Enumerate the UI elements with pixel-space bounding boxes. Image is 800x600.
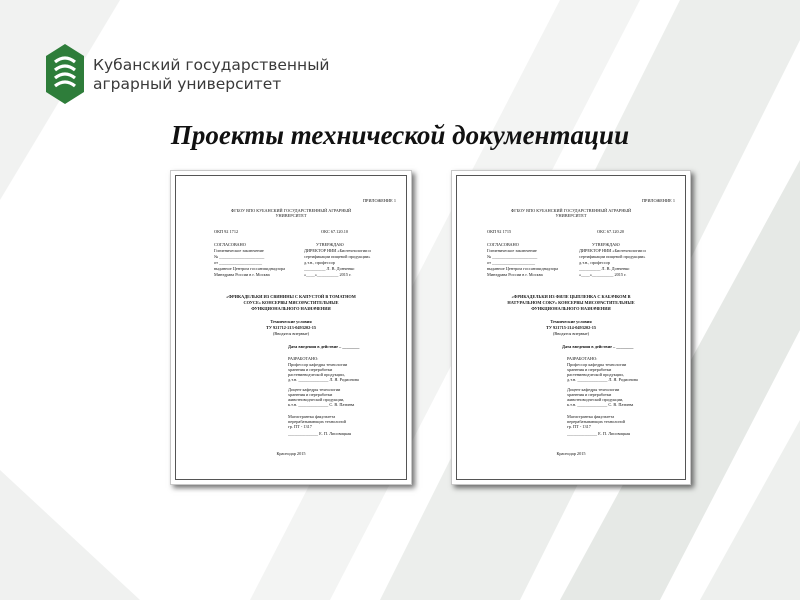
doc-product-line2: НАТУРАЛЬНОМ СОКУ» КОНСЕРВЫ МЯСОРАСТИТЕЛЬНЫЕ [507,300,635,305]
doc-approved-heading: УТВЕРЖДАЮ [316,242,344,247]
university-name [93,56,330,94]
doc-agreed-line: Гигиеническое заключение [487,248,537,253]
doc-org-line1: ФГБОУ ВПО КУБАНСКИЙ ГОСУДАРСТВЕННЫЙ АГРАРНЫЙ [510,208,632,213]
document-border [456,175,686,480]
doc-developer-line: Профессор кафедры технологии [567,362,627,367]
university-name-line2: аграрный университет [93,75,282,93]
doc-approved-line: д.т.н., профессор [304,260,335,265]
doc-approved-line: сертификации пищевой продукции» [579,254,646,259]
doc-agreed-line: Гигиеническое заключение [214,248,264,253]
doc-product-line3: ФУНКЦИОНАЛЬНОГО НАЗНАЧЕНИЯ [251,306,331,311]
doc-spec-number: ТУ 921712-213-0493202-15 [265,325,317,330]
doc-developer-line: животноводческой продукции, [288,397,345,402]
doc-spec-note: (Вводятся впервые) [272,331,309,336]
doc-agreed-line: выданное Центром госсанэпиднадзора [487,266,558,271]
doc-developer-line: гр. ПТ - 1317 [288,424,312,429]
doc-agreed-line: № _____________________ [487,254,538,259]
doc-agreed-line: Минздрава России в г. Москва [487,272,543,277]
doc-developer-line: перерабатывающих технологий [288,419,346,424]
doc-spec-number: ТУ 921715-214-0493202-15 [545,325,597,330]
doc-approved-line: ДИРЕКТОР НИИ «Биотехнологии и [579,248,646,253]
doc-oks: ОКС 67.120.10 [321,229,348,234]
doc-developed-heading: РАЗРАБОТАНО: [567,356,598,361]
doc-developed-heading: РАЗРАБОТАНО: [288,356,319,361]
university-logo-icon [46,44,84,104]
doc-approved-heading: УТВЕРЖДАЮ [592,242,620,247]
doc-product-line1: «ФРИКАДЕЛЬКИ ИЗ СВИНИНЫ С КАПУСТОЙ В ТОМАТНОМ [226,294,356,299]
doc-product-line1: «ФРИКАДЕЛЬКИ ИЗ ФИЛЕ ЦЫПЛЕНКА С КАБАЧКОМ В [511,294,631,299]
doc-developer-line: хранения и переработки [567,367,612,372]
doc-appendix: ПРИЛОЖЕНИЕ 1 [362,198,396,203]
doc-agreed-heading: СОГЛАСОВАНО [214,242,246,247]
doc-developer-line: хранения и переработки [288,392,333,397]
doc-okp: ОКП 92 1712 [214,229,239,234]
doc-developer-line: животноводческой продукции, [567,397,624,402]
doc-appendix: ПРИЛОЖЕНИЕ 1 [641,198,675,203]
doc-developer-line: Профессор кафедры технологии [288,362,348,367]
doc-product-line2: СОУСЕ» КОНСЕРВЫ МЯСОРАСТИТЕЛЬНЫЕ [243,300,339,305]
doc-developer-line: Доцент кафедры технологии [567,387,620,392]
doc-city-year: Краснодар 2015 [556,451,586,456]
doc-product-line3: ФУНКЦИОНАЛЬНОГО НАЗНАЧЕНИЯ [531,306,611,311]
doc-agreed-line: Минздрава России в г. Москва [214,272,270,277]
doc-spec-title: Технические условия [270,319,312,324]
doc-approved-line: __________ Л. В. Донченко [304,266,355,271]
document-page-right [451,170,691,485]
doc-developer-line: растениеводческой продукции, [288,372,345,377]
doc-developer-line: перерабатывающих технологий [567,419,625,424]
doc-developer-line: ______________ Е. П. Лисовицкая [567,431,630,436]
document-border [175,175,407,480]
doc-developer-line: д.т.н. ______________ Л. Я. Родионова [567,377,638,382]
doc-org-line1: ФГБОУ ВПО КУБАНСКИЙ ГОСУДАРСТВЕННЫЙ АГРАРНЫЙ [230,208,352,213]
doc-oks: ОКС 67.120.20 [597,229,624,234]
doc-approved-line: сертификации пищевой продукции» [304,254,371,259]
doc-developer-line: растениеводческой продукции, [567,372,624,377]
doc-org-line2: УНИВЕРСИТЕТ [555,213,587,218]
slide-title: Проекты технической документации [170,120,630,150]
doc-org-line2: УНИВЕРСИТЕТ [275,213,307,218]
doc-developer-line: хранения и переработки [288,367,333,372]
doc-agreed-line: от ____________________ [214,260,263,265]
doc-approved-line: «____»__________ 2015 г. [304,272,352,277]
doc-agreed-heading: СОГЛАСОВАНО [487,242,519,247]
doc-agreed-line: выданное Центром госсанэпиднадзора [214,266,285,271]
doc-approved-line: «____»__________ 2015 г. [579,272,627,277]
doc-developer-line: Доцент кафедры технологии [288,387,341,392]
doc-agreed-line: № _____________________ [214,254,265,259]
doc-developer-line: Магистрантка факультета [567,414,615,419]
doc-developer-line: Магистрантка факультета [288,414,336,419]
doc-approved-line: __________ Л. В. Донченко [579,266,630,271]
doc-developer-line: гр. ПТ - 1317 [567,424,591,429]
doc-agreed-line: от ____________________ [487,260,536,265]
doc-spec-title: Технические условия [550,319,592,324]
doc-developer-line: д.т.н. ______________ Л. Я. Родионова [288,377,359,382]
document-page-left [170,170,412,485]
doc-spec-note: (Вводятся впервые) [552,331,589,336]
doc-date-intro: Дата введения в действие – ________ [288,344,360,349]
doc-approved-line: д.т.н., профессор [579,260,610,265]
doc-developer-line: к.т.н. ______________ С. В. Патиева [567,402,634,407]
university-name-line1: Кубанский государственный [93,56,330,74]
doc-date-intro: Дата введения в действие – ________ [562,344,634,349]
doc-developer-line: хранения и переработки [567,392,612,397]
doc-developer-line: к.т.н. ______________ С. В. Патиева [288,402,355,407]
doc-approved-line: ДИРЕКТОР НИИ «Биотехнологии и [304,248,371,253]
doc-developer-line: ______________ Е. П. Лисовицкая [288,431,351,436]
doc-city-year: Краснодар 2015 [276,451,306,456]
doc-okp: ОКП 92 1715 [487,229,512,234]
